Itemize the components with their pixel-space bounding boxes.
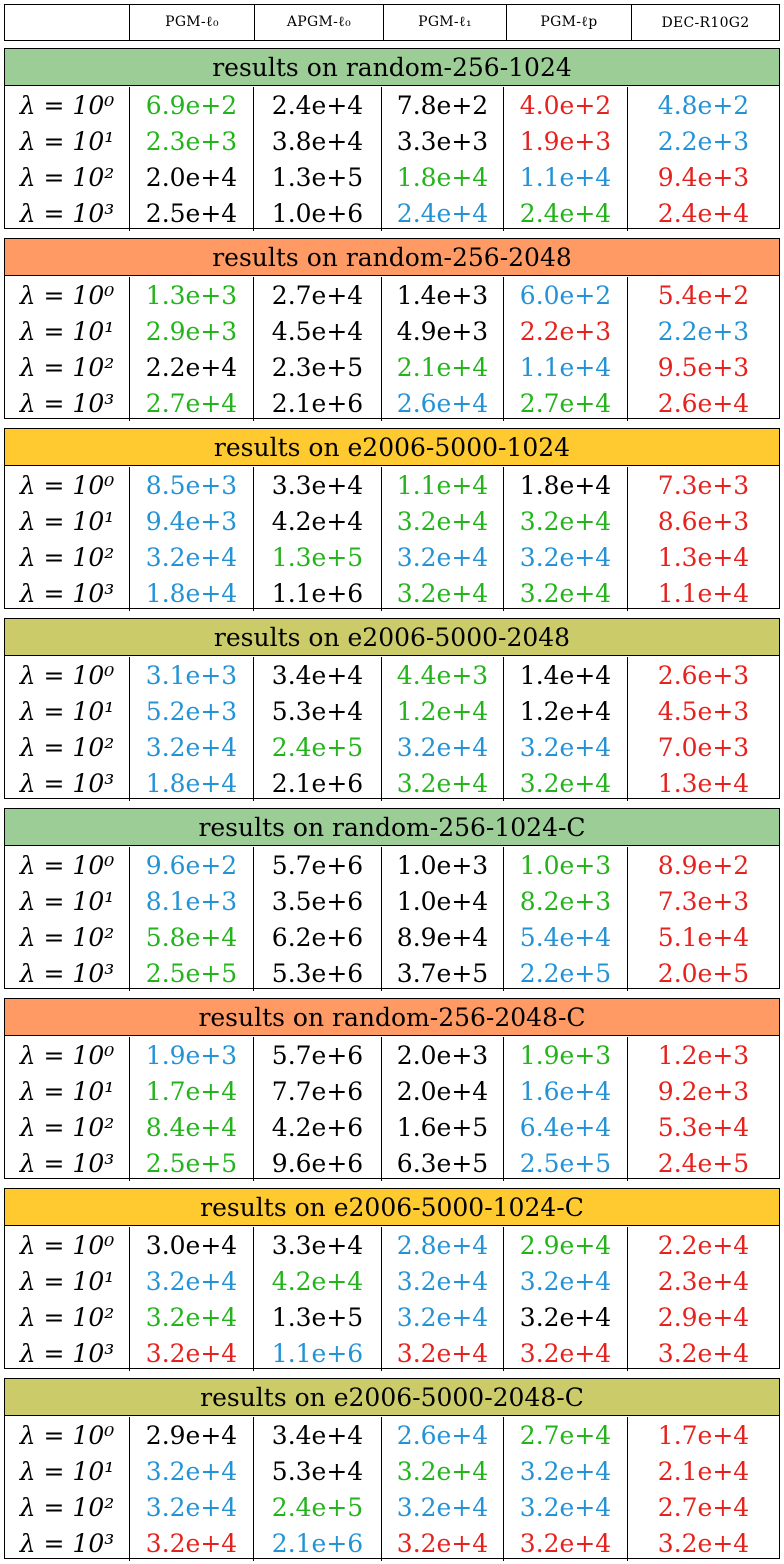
- value-cell: 5.7e+6: [253, 847, 381, 883]
- section-rows: [5, 466, 779, 611]
- value-cell: 2.2e+3: [627, 123, 779, 159]
- value-cell: 3.2e+4: [627, 1525, 779, 1561]
- section-title: results on e2006-5000-1024: [5, 429, 779, 466]
- lambda-label: λ = 10³: [19, 1528, 115, 1558]
- value-cell: 1.7e+4: [129, 1073, 253, 1109]
- table-row: [5, 729, 779, 765]
- value-cell: 5.3e+4: [253, 693, 381, 729]
- lambda-label: λ = 10²: [19, 1492, 115, 1522]
- lambda-label: λ = 10⁰: [19, 1420, 115, 1450]
- results-section: [4, 618, 780, 799]
- section-title: results on random-256-1024-C: [5, 809, 779, 846]
- value-cell: 6.0e+2: [503, 277, 627, 313]
- table-row: [5, 87, 779, 123]
- value-cell: 1.1e+4: [627, 575, 779, 611]
- lambda-label: λ = 10¹: [19, 1456, 115, 1486]
- value-cell: 9.2e+3: [627, 1073, 779, 1109]
- value-cell: 1.3e+4: [627, 539, 779, 575]
- lambda-label: λ = 10³: [19, 1148, 115, 1178]
- lambda-label: λ = 10¹: [19, 1076, 115, 1106]
- table-row: [5, 467, 779, 503]
- value-cell: 3.2e+4: [129, 1489, 253, 1525]
- value-cell: 1.6e+5: [381, 1109, 503, 1145]
- value-cell: 2.1e+6: [253, 385, 381, 421]
- value-cell: 7.3e+3: [627, 883, 779, 919]
- value-cell: 3.2e+4: [503, 765, 627, 801]
- results-section: [4, 998, 780, 1179]
- header-pgm-l1: PGM-ℓ₁: [383, 5, 506, 40]
- value-cell: 9.6e+6: [253, 1145, 381, 1181]
- table-row: [5, 1299, 779, 1335]
- table-row: [5, 1037, 779, 1073]
- table-row: [5, 1417, 779, 1453]
- lambda-label: λ = 10²: [19, 732, 115, 762]
- value-cell: 6.4e+4: [503, 1109, 627, 1145]
- value-cell: 2.0e+5: [627, 955, 779, 991]
- lambda-label: λ = 10⁰: [19, 1040, 115, 1070]
- value-cell: 8.9e+2: [627, 847, 779, 883]
- value-cell: 5.3e+4: [627, 1109, 779, 1145]
- value-cell: 1.1e+6: [253, 575, 381, 611]
- value-cell: 1.0e+6: [253, 195, 381, 231]
- value-cell: 2.7e+4: [627, 1489, 779, 1525]
- value-cell: 9.6e+2: [129, 847, 253, 883]
- value-cell: 3.7e+5: [381, 955, 503, 991]
- value-cell: 3.2e+4: [503, 1453, 627, 1489]
- header-dec-r10g2: DEC-R10G2: [631, 5, 779, 40]
- value-cell: 3.2e+4: [503, 1525, 627, 1561]
- value-cell: 3.2e+4: [381, 729, 503, 765]
- value-cell: 1.2e+4: [381, 693, 503, 729]
- table-row: [5, 195, 779, 231]
- section-rows: [5, 656, 779, 801]
- table-row: [5, 955, 779, 991]
- value-cell: 3.2e+4: [503, 503, 627, 539]
- value-cell: 7.7e+6: [253, 1073, 381, 1109]
- lambda-label: λ = 10²: [19, 1302, 115, 1332]
- value-cell: 1.0e+3: [381, 847, 503, 883]
- value-cell: 3.2e+4: [503, 1263, 627, 1299]
- value-cell: 1.3e+5: [253, 159, 381, 195]
- table-row: [5, 313, 779, 349]
- value-cell: 3.2e+4: [381, 1299, 503, 1335]
- value-cell: 5.4e+2: [627, 277, 779, 313]
- section-title: results on e2006-5000-2048: [5, 619, 779, 656]
- value-cell: 2.6e+3: [627, 657, 779, 693]
- section-rows: [5, 86, 779, 231]
- table-row: [5, 277, 779, 313]
- value-cell: 2.1e+6: [253, 1525, 381, 1561]
- value-cell: 1.3e+5: [253, 539, 381, 575]
- value-cell: 3.2e+4: [129, 1299, 253, 1335]
- section-rows: [5, 1226, 779, 1371]
- value-cell: 2.3e+4: [627, 1263, 779, 1299]
- table-row: [5, 1489, 779, 1525]
- value-cell: 4.9e+3: [381, 313, 503, 349]
- value-cell: 2.1e+6: [253, 765, 381, 801]
- value-cell: 2.4e+5: [627, 1145, 779, 1181]
- value-cell: 3.2e+4: [381, 1263, 503, 1299]
- value-cell: 3.4e+4: [253, 1417, 381, 1453]
- lambda-label: λ = 10²: [19, 542, 115, 572]
- value-cell: 1.2e+3: [627, 1037, 779, 1073]
- lambda-label: λ = 10¹: [19, 696, 115, 726]
- section-title: results on random-256-2048: [5, 239, 779, 276]
- value-cell: 3.4e+4: [253, 657, 381, 693]
- lambda-label: λ = 10³: [19, 958, 115, 988]
- value-cell: 8.9e+4: [381, 919, 503, 955]
- results-section: [4, 1378, 780, 1559]
- value-cell: 6.9e+2: [129, 87, 253, 123]
- value-cell: 8.5e+3: [129, 467, 253, 503]
- header-corner-cell: [5, 5, 129, 40]
- value-cell: 1.3e+3: [129, 277, 253, 313]
- lambda-label: λ = 10⁰: [19, 280, 115, 310]
- value-cell: 2.7e+4: [253, 277, 381, 313]
- value-cell: 3.2e+4: [381, 539, 503, 575]
- value-cell: 3.2e+4: [129, 1263, 253, 1299]
- value-cell: 2.2e+4: [129, 349, 253, 385]
- value-cell: 2.2e+3: [627, 313, 779, 349]
- lambda-label: λ = 10⁰: [19, 470, 115, 500]
- section-title: results on e2006-5000-2048-C: [5, 1379, 779, 1416]
- value-cell: 5.3e+4: [253, 1453, 381, 1489]
- value-cell: 3.2e+4: [129, 539, 253, 575]
- table-row: [5, 1145, 779, 1181]
- value-cell: 1.4e+3: [381, 277, 503, 313]
- table-row: [5, 1453, 779, 1489]
- value-cell: 2.9e+4: [627, 1299, 779, 1335]
- lambda-label: λ = 10³: [19, 198, 115, 228]
- value-cell: 3.2e+4: [129, 1525, 253, 1561]
- value-cell: 3.2e+4: [503, 1335, 627, 1371]
- value-cell: 2.1e+4: [627, 1453, 779, 1489]
- header-pgm-lp: PGM-ℓp: [506, 5, 631, 40]
- lambda-label: λ = 10¹: [19, 126, 115, 156]
- value-cell: 1.1e+6: [253, 1335, 381, 1371]
- value-cell: 4.0e+2: [503, 87, 627, 123]
- value-cell: 3.2e+4: [129, 729, 253, 765]
- value-cell: 4.5e+4: [253, 313, 381, 349]
- lambda-label: λ = 10³: [19, 388, 115, 418]
- value-cell: 5.1e+4: [627, 919, 779, 955]
- results-section: [4, 808, 780, 989]
- value-cell: 2.2e+5: [503, 955, 627, 991]
- value-cell: 3.2e+4: [381, 575, 503, 611]
- value-cell: 9.5e+3: [627, 349, 779, 385]
- table-row: [5, 575, 779, 611]
- value-cell: 3.3e+4: [253, 1227, 381, 1263]
- table-row: [5, 765, 779, 801]
- value-cell: 3.2e+4: [381, 1489, 503, 1525]
- value-cell: 3.2e+4: [381, 1453, 503, 1489]
- section-rows: [5, 276, 779, 421]
- value-cell: 2.7e+4: [503, 1417, 627, 1453]
- value-cell: 2.5e+5: [129, 1145, 253, 1181]
- value-cell: 4.2e+6: [253, 1109, 381, 1145]
- lambda-label: λ = 10⁰: [19, 850, 115, 880]
- value-cell: 4.4e+3: [381, 657, 503, 693]
- value-cell: 3.2e+4: [503, 539, 627, 575]
- table-row: [5, 1335, 779, 1371]
- value-cell: 2.0e+3: [381, 1037, 503, 1073]
- value-cell: 3.3e+4: [253, 467, 381, 503]
- value-cell: 5.8e+4: [129, 919, 253, 955]
- value-cell: 3.3e+3: [381, 123, 503, 159]
- value-cell: 1.8e+4: [129, 575, 253, 611]
- table-row: [5, 1263, 779, 1299]
- lambda-label: λ = 10²: [19, 162, 115, 192]
- value-cell: 2.9e+4: [503, 1227, 627, 1263]
- results-section: [4, 428, 780, 609]
- lambda-label: λ = 10¹: [19, 1266, 115, 1296]
- value-cell: 8.1e+3: [129, 883, 253, 919]
- value-cell: 3.2e+4: [627, 1335, 779, 1371]
- value-cell: 1.9e+3: [503, 1037, 627, 1073]
- table-row: [5, 883, 779, 919]
- value-cell: 9.4e+3: [627, 159, 779, 195]
- lambda-label: λ = 10⁰: [19, 90, 115, 120]
- value-cell: 2.8e+4: [381, 1227, 503, 1263]
- value-cell: 3.2e+4: [381, 503, 503, 539]
- value-cell: 2.5e+5: [503, 1145, 627, 1181]
- value-cell: 3.2e+4: [381, 765, 503, 801]
- table-row: [5, 539, 779, 575]
- lambda-label: λ = 10⁰: [19, 1230, 115, 1260]
- header-row: [5, 5, 779, 40]
- value-cell: 2.5e+5: [129, 955, 253, 991]
- value-cell: 4.5e+3: [627, 693, 779, 729]
- lambda-label: λ = 10³: [19, 578, 115, 608]
- value-cell: 2.0e+4: [381, 1073, 503, 1109]
- value-cell: 1.4e+4: [503, 657, 627, 693]
- lambda-label: λ = 10¹: [19, 886, 115, 916]
- value-cell: 3.2e+4: [129, 1335, 253, 1371]
- results-section: [4, 1188, 780, 1369]
- value-cell: 5.4e+4: [503, 919, 627, 955]
- value-cell: 3.2e+4: [503, 729, 627, 765]
- value-cell: 2.4e+5: [253, 1489, 381, 1525]
- value-cell: 2.2e+3: [503, 313, 627, 349]
- table-row: [5, 1073, 779, 1109]
- value-cell: 2.9e+3: [129, 313, 253, 349]
- table-row: [5, 349, 779, 385]
- value-cell: 2.4e+4: [253, 87, 381, 123]
- table-row: [5, 919, 779, 955]
- value-cell: 3.2e+4: [503, 1299, 627, 1335]
- value-cell: 1.1e+4: [503, 159, 627, 195]
- lambda-label: λ = 10¹: [19, 316, 115, 346]
- value-cell: 2.9e+4: [129, 1417, 253, 1453]
- table-row: [5, 159, 779, 195]
- value-cell: 2.6e+4: [627, 385, 779, 421]
- section-rows: [5, 846, 779, 991]
- value-cell: 3.5e+6: [253, 883, 381, 919]
- section-title: results on random-256-2048-C: [5, 999, 779, 1036]
- value-cell: 3.0e+4: [129, 1227, 253, 1263]
- value-cell: 3.2e+4: [129, 1453, 253, 1489]
- value-cell: 5.7e+6: [253, 1037, 381, 1073]
- value-cell: 8.4e+4: [129, 1109, 253, 1145]
- lambda-label: λ = 10⁰: [19, 660, 115, 690]
- results-section: [4, 238, 780, 419]
- table-row: [5, 847, 779, 883]
- value-cell: 7.0e+3: [627, 729, 779, 765]
- value-cell: 9.4e+3: [129, 503, 253, 539]
- table-row: [5, 385, 779, 421]
- lambda-label: λ = 10²: [19, 352, 115, 382]
- lambda-label: λ = 10¹: [19, 506, 115, 536]
- value-cell: 1.8e+4: [129, 765, 253, 801]
- results-section: [4, 48, 780, 229]
- value-cell: 5.3e+6: [253, 955, 381, 991]
- value-cell: 2.4e+4: [627, 195, 779, 231]
- table-row: [5, 503, 779, 539]
- section-rows: [5, 1416, 779, 1561]
- value-cell: 2.2e+4: [627, 1227, 779, 1263]
- value-cell: 1.2e+4: [503, 693, 627, 729]
- value-cell: 1.9e+3: [503, 123, 627, 159]
- table-row: [5, 1109, 779, 1145]
- value-cell: 3.8e+4: [253, 123, 381, 159]
- section-rows: [5, 1036, 779, 1181]
- table-row: [5, 1227, 779, 1263]
- value-cell: 2.7e+4: [129, 385, 253, 421]
- value-cell: 4.8e+2: [627, 87, 779, 123]
- header-pgm-l0: PGM-ℓ₀: [129, 5, 254, 40]
- value-cell: 2.1e+4: [381, 349, 503, 385]
- value-cell: 5.2e+3: [129, 693, 253, 729]
- value-cell: 2.5e+4: [129, 195, 253, 231]
- value-cell: 2.4e+5: [253, 729, 381, 765]
- value-cell: 3.1e+3: [129, 657, 253, 693]
- value-cell: 2.3e+5: [253, 349, 381, 385]
- value-cell: 7.3e+3: [627, 467, 779, 503]
- value-cell: 1.9e+3: [129, 1037, 253, 1073]
- lambda-label: λ = 10²: [19, 1112, 115, 1142]
- value-cell: 8.6e+3: [627, 503, 779, 539]
- value-cell: 1.6e+4: [503, 1073, 627, 1109]
- value-cell: 1.7e+4: [627, 1417, 779, 1453]
- value-cell: 6.2e+6: [253, 919, 381, 955]
- value-cell: 1.1e+4: [381, 467, 503, 503]
- table-row: [5, 1525, 779, 1561]
- value-cell: 1.3e+4: [627, 765, 779, 801]
- value-cell: 3.2e+4: [503, 1489, 627, 1525]
- header-apgm-l0: APGM-ℓ₀: [254, 5, 383, 40]
- section-title: results on random-256-1024: [5, 49, 779, 86]
- value-cell: 2.6e+4: [381, 385, 503, 421]
- section-title: results on e2006-5000-1024-C: [5, 1189, 779, 1226]
- value-cell: 3.2e+4: [381, 1525, 503, 1561]
- value-cell: 1.8e+4: [381, 159, 503, 195]
- value-cell: 2.7e+4: [503, 385, 627, 421]
- value-cell: 8.2e+3: [503, 883, 627, 919]
- value-cell: 1.3e+5: [253, 1299, 381, 1335]
- value-cell: 6.3e+5: [381, 1145, 503, 1181]
- value-cell: 1.1e+4: [503, 349, 627, 385]
- lambda-label: λ = 10³: [19, 1338, 115, 1368]
- value-cell: 2.3e+3: [129, 123, 253, 159]
- value-cell: 1.0e+3: [503, 847, 627, 883]
- value-cell: 1.0e+4: [381, 883, 503, 919]
- table-row: [5, 657, 779, 693]
- value-cell: 4.2e+4: [253, 1263, 381, 1299]
- value-cell: 2.6e+4: [381, 1417, 503, 1453]
- lambda-label: λ = 10²: [19, 922, 115, 952]
- value-cell: 4.2e+4: [253, 503, 381, 539]
- value-cell: 1.8e+4: [503, 467, 627, 503]
- value-cell: 3.2e+4: [381, 1335, 503, 1371]
- table-header: [4, 4, 780, 41]
- value-cell: 3.2e+4: [503, 575, 627, 611]
- value-cell: 7.8e+2: [381, 87, 503, 123]
- lambda-label: λ = 10³: [19, 768, 115, 798]
- table-row: [5, 123, 779, 159]
- value-cell: 2.0e+4: [129, 159, 253, 195]
- value-cell: 2.4e+4: [381, 195, 503, 231]
- value-cell: 2.4e+4: [503, 195, 627, 231]
- table-row: [5, 693, 779, 729]
